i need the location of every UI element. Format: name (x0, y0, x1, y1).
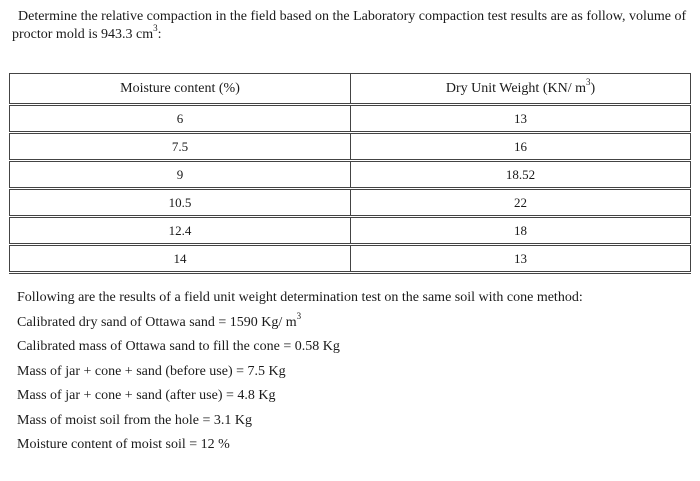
moisture-cell: 14 (10, 245, 351, 273)
field-moist-soil: Mass of moist soil from the hole = 3.1 Kg (17, 412, 252, 428)
table-row (10, 161, 691, 189)
header-dry-unit-weight (351, 74, 691, 105)
field-moisture-content: Moisture content of moist soil = 12 % (17, 437, 230, 452)
problem-line-2 (12, 23, 696, 44)
moisture-cell: 12.4 (10, 217, 351, 245)
problem-line-2-sup: 3 (153, 23, 158, 34)
moisture-cell: 7.5 (10, 133, 351, 161)
table-row (10, 133, 691, 161)
field-cone-mass: Calibrated mass of Ottawa sand to fill the cone = 0.58 Kg (17, 339, 340, 354)
problem-line-2-suffix: : (157, 27, 162, 42)
problem-line-2-text: proctor mold is 943.3 cm (12, 27, 154, 42)
table-row (10, 189, 691, 217)
field-before-use: Mass of jar + cone + sand (before use) = 7.5 Kg (17, 363, 286, 379)
field-sand-unit-text: Calibrated dry sand of Ottawa sand = 1590 Kg/ m (17, 314, 297, 330)
moisture-cell: 6 (10, 105, 351, 133)
table-row (10, 245, 691, 273)
dry-unit-cell: 13 (351, 245, 691, 273)
dry-unit-cell: 18.52 (351, 161, 691, 189)
moisture-cell: 9 (10, 161, 351, 189)
header-dry-unit-suffix: ) (590, 80, 596, 96)
field-heading: Following are the results of a field unit weight determination test on the same soil with cone method: (17, 290, 583, 305)
problem-line-1: Determine the relative compaction in the field based on the Laboratory compaction test results are as follow, volume of (18, 9, 687, 24)
dry-unit-cell: 16 (351, 133, 691, 161)
field-sand-unit-weight (17, 311, 677, 336)
table-row (10, 217, 691, 245)
field-test-results (17, 286, 677, 458)
field-after-use: Mass of jar + cone + sand (after use) = 4.8 Kg (17, 388, 276, 403)
field-sand-unit-sup: 3 (296, 310, 302, 321)
moisture-cell: 10.5 (10, 189, 351, 217)
compaction-table (9, 73, 691, 274)
dry-unit-cell: 18 (351, 217, 691, 245)
problem-statement (12, 8, 696, 44)
dry-unit-cell: 22 (351, 189, 691, 217)
table-header-row (10, 74, 691, 105)
header-moisture-content: Moisture content (%) (10, 74, 351, 105)
table-row (10, 105, 691, 133)
header-dry-unit-text: Dry Unit Weight (KN/ m (445, 80, 586, 96)
dry-unit-cell: 13 (351, 105, 691, 133)
header-dry-unit-sup: 3 (586, 76, 591, 87)
